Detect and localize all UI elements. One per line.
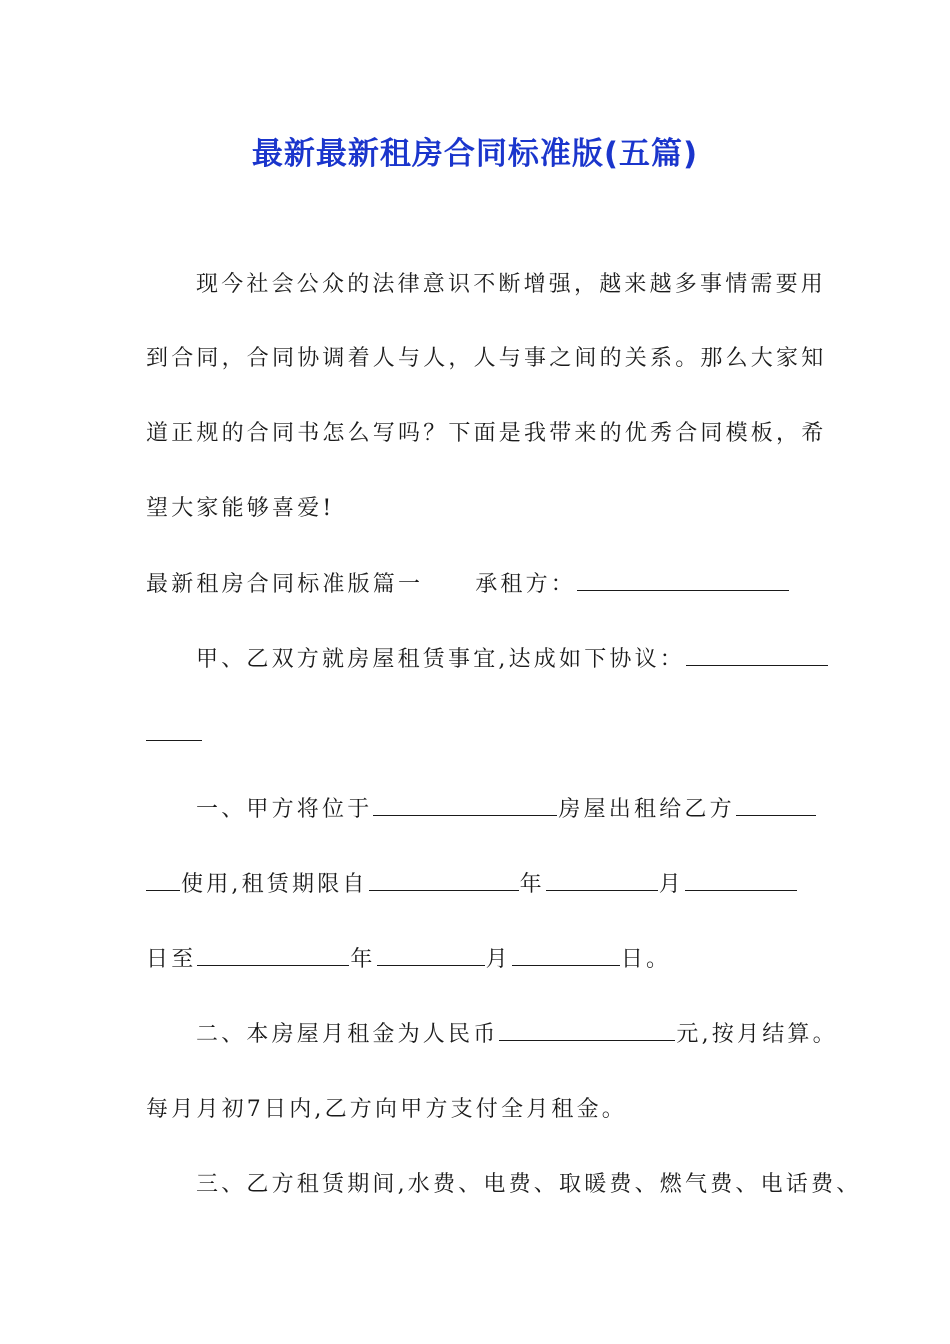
year-label: 年 bbox=[519, 872, 545, 897]
tenant-label: 承租方： bbox=[475, 572, 577, 597]
start-month-blank[interactable] bbox=[546, 870, 658, 891]
clause-1-text-a: 一、甲方将位于 bbox=[196, 797, 373, 822]
tenant-blank[interactable] bbox=[577, 570, 789, 591]
agreement-blank-continued[interactable] bbox=[146, 720, 202, 741]
intro-line-1: 现今社会公众的法律意识不断增强，越来越多事情需要用 bbox=[196, 272, 827, 297]
clause-1-text-c: 使用,租赁期限自 bbox=[181, 872, 368, 897]
end-month-label: 月 bbox=[485, 947, 511, 972]
end-year-label: 年 bbox=[350, 947, 376, 972]
clause-1-line-3 bbox=[146, 945, 671, 975]
day-to-label: 日至 bbox=[146, 947, 197, 972]
start-year-blank[interactable] bbox=[369, 870, 519, 891]
agreement-blank-continued-line bbox=[146, 720, 203, 750]
section-heading: 最新租房合同标准版篇一 bbox=[146, 572, 424, 597]
clause-2-line-1 bbox=[196, 1020, 838, 1050]
lessee-blank-continued[interactable] bbox=[146, 870, 180, 891]
end-day-blank[interactable] bbox=[512, 945, 620, 966]
clause-1-line-2 bbox=[146, 870, 798, 900]
rent-amount-blank[interactable] bbox=[499, 1020, 675, 1041]
intro-line-2: 到合同，合同协调着人与人，人与事之间的关系。那么大家知 bbox=[146, 346, 827, 371]
document-title: 最新最新租房合同标准版(五篇) bbox=[251, 136, 699, 172]
clause-2-text-a: 二、本房屋月租金为人民币 bbox=[196, 1022, 499, 1047]
agreement-line bbox=[196, 645, 829, 675]
clause-1-line-1 bbox=[196, 795, 817, 825]
month-label: 月 bbox=[658, 872, 684, 897]
intro-line-4: 望大家能够喜爱! bbox=[146, 496, 335, 521]
clause-2-text-b: 元,按月结算。 bbox=[676, 1022, 838, 1047]
clause-3-line-1: 三、乙方租赁期间,水费、电费、取暖费、燃气费、电话费、 bbox=[196, 1172, 862, 1197]
clause-2-line-2: 每月月初7日内,乙方向甲方支付全月租金。 bbox=[146, 1097, 627, 1122]
clause-1-text-b: 房屋出租给乙方 bbox=[558, 797, 735, 822]
start-day-blank[interactable] bbox=[685, 870, 797, 891]
section-1-heading-line bbox=[146, 570, 790, 600]
end-month-blank[interactable] bbox=[377, 945, 485, 966]
end-year-blank[interactable] bbox=[197, 945, 349, 966]
intro-line-3: 道正规的合同书怎么写吗？下面是我带来的优秀合同模板，希 bbox=[146, 421, 827, 446]
location-blank[interactable] bbox=[373, 795, 557, 816]
agreement-blank[interactable] bbox=[686, 645, 828, 666]
agreement-text: 甲、乙双方就房屋租赁事宜,达成如下协议： bbox=[196, 647, 685, 672]
lessee-blank[interactable] bbox=[736, 795, 816, 816]
day-end-label: 日。 bbox=[620, 947, 672, 972]
